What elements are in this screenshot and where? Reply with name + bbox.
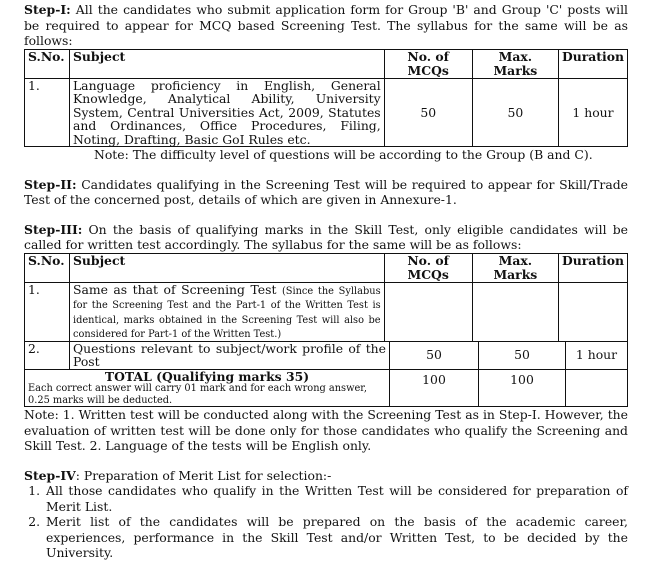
screening-syllabus-table: [24, 49, 628, 148]
step2-paragraph: [24, 177, 628, 208]
header-mcqs: No. of MCQs: [384, 49, 472, 78]
row-sno: 2.: [25, 341, 70, 369]
list-item: 1. All those candidates who qualify in the Written Test will be considered for preparation of Merit List.: [44, 483, 628, 514]
header-sno: S.No.: [25, 253, 70, 282]
row-subject: Questions relevant to subject/work profile of the Post: [70, 341, 390, 369]
row-marks: 50: [479, 341, 566, 369]
table-row: [25, 341, 628, 369]
empty-cell: [384, 282, 472, 341]
step2-text: Candidates qualifying in the Screening Test will be required to appear for Skill/Trade Test of the concerned post, details of which are given in Annexure-1.: [24, 176, 628, 207]
written-test-table-continued: [24, 341, 628, 408]
header-subject: Subject: [69, 253, 384, 282]
step3-text: On the basis of qualifying marks in the Skill Test, only eligible candidates will be called for written test accordingly. The syllabus for the same will be as follows:: [24, 221, 628, 252]
header-sno: S.No.: [25, 49, 70, 78]
written-test-note: Note: 1. Written test will be conducted along with the Screening Test as in Step-I. However, the evaluation of written test will be done only for those candidates who qualify the Screening and Skill Test. 2. Language of the tests will be English only.: [24, 407, 628, 453]
difficulty-note: Note: The difficulty level of questions will be according to the Group (B and C).: [94, 147, 593, 162]
row-mcqs: 50: [390, 341, 479, 369]
step1-label: Step-I:: [24, 2, 71, 17]
step4-paragraph: [24, 468, 628, 484]
row-subject: [69, 282, 384, 341]
row-sno: 1.: [25, 78, 70, 147]
header-marks: Max. Marks: [472, 253, 558, 282]
empty-cell: [472, 282, 558, 341]
header-duration: Duration: [558, 49, 627, 78]
step3-paragraph: [24, 222, 628, 253]
step1-text: All the candidates who submit application form for Group 'B' and Group 'C' posts will be required to appear for MCQ based Screening Test. The syllabus for the same will be as follows:: [24, 2, 628, 48]
row-subject-main: Same as that of Screening Test: [72, 281, 282, 297]
row-subject-small: (Since the Syllabus for the Screening Test and the Part-1 of the Written Test is identical, marks obtained in the Screening Test will also be considered for Part-1 of the Written Test.): [72, 285, 381, 340]
merit-list-items: [24, 483, 628, 561]
total-label: TOTAL (Qualifying marks 35): [104, 368, 310, 384]
row-duration: 1 hour: [558, 78, 627, 147]
step3-label: Step-III:: [24, 221, 83, 237]
row-marks: 50: [472, 78, 558, 147]
header-duration: Duration: [558, 253, 627, 282]
header-subject: Subject: [69, 49, 384, 78]
empty-cell: [558, 282, 627, 341]
step4-text: : Preparation of Merit List for selection:-: [75, 467, 332, 483]
list-item: 2. Merit list of the candidates will be prepared on the basis of the academic career, experiences, performance in the Skill Test and/or Written Test, to be decided by the University.: [44, 514, 628, 561]
header-marks: Max. Marks: [472, 49, 558, 78]
table-row: [25, 282, 628, 341]
total-row: [25, 369, 628, 407]
row-sno: 1.: [25, 282, 70, 341]
step4-label: Step-IV: [24, 467, 76, 483]
table-row: [25, 78, 628, 147]
total-marks: 100: [479, 369, 566, 407]
total-note: Each correct answer will carry 01 mark and for each wrong answer, 0.25 marks will be deducted.: [28, 383, 367, 406]
table-header-row: [25, 49, 628, 78]
step1-paragraph: [24, 2, 628, 49]
empty-cell: [566, 369, 628, 407]
row-mcqs: 50: [384, 78, 472, 147]
total-mcqs: 100: [390, 369, 479, 407]
row-duration: 1 hour: [566, 341, 628, 369]
table-header-row: [25, 253, 628, 282]
header-mcqs: No. of MCQs: [384, 253, 472, 282]
document-page: [24, 2, 628, 561]
total-cell: [25, 369, 390, 407]
written-test-table: [24, 253, 628, 342]
step2-label: Step-II:: [24, 176, 77, 192]
row-subject: Language proficiency in English, General Knowledge, Analytical Ability, University System, Central Universities Act, 2009, Statutes and Ordinances, Office Procedures, Filing, Noting, Drafting, Basic GoI Rules etc.: [69, 78, 384, 147]
